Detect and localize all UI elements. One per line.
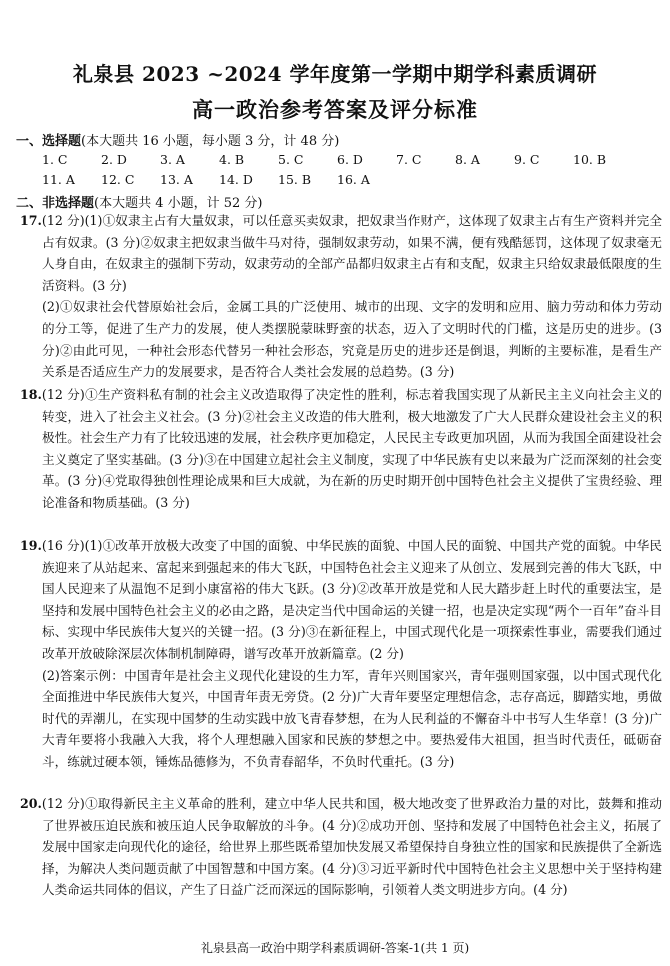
section-2-note: (本大题共 4 小题，计 52 分) — [94, 196, 263, 211]
section-1-heading — [16, 130, 339, 149]
answer-item: 7. C — [396, 152, 422, 167]
question-number: 19. — [20, 538, 42, 553]
answer-item: 1. C — [42, 152, 68, 167]
document-title: 高一政治参考答案及评分标准 — [192, 97, 478, 122]
section-1-note: (本大题共 16 小题，每小题 3 分，计 48 分) — [81, 134, 340, 149]
answer-item: 14. D — [219, 172, 253, 187]
answer-item: 15. B — [278, 172, 312, 187]
question-17-part-1: (12 分)(1)①奴隶主占有大量奴隶，可以任意买卖奴隶，把奴隶当作财产，这体现了奴隶主占有生产资料并完全占有奴隶。(3 分)②奴隶主把奴隶当做牛马对待，强制奴隶劳动，如果不满，便有残酷惩罚，这体现了奴隶毫无人身自由，在奴隶主的强制下劳动，奴隶劳动的全部产品都归奴隶主占有和支配，奴隶主只给奴隶最低限度的生活资料。(3 分) — [41, 213, 662, 293]
section-2-heading — [16, 192, 263, 211]
section-1-label: 一、选择题 — [16, 134, 82, 149]
section-2-label: 二、非选择题 — [16, 196, 95, 211]
question-19 — [20, 535, 662, 773]
question-number: 20. — [20, 796, 42, 811]
answer-item: 6. D — [337, 152, 363, 167]
answer-item: 2. D — [101, 152, 127, 167]
answer-item: 8. A — [455, 152, 480, 167]
question-20-answer: (12 分)①取得新民主主义革命的胜利，建立中华人民共和国，极大地改变了世界政治力量的对比，鼓舞和推动了世界被压迫民族和被压迫人民争取解放的斗争。(4 分)②成功开创、坚持和发展了中国特色社会主义，拓展了发展中国家走向现代化的途径，给世界上那些既希望加快发展又希望保持自身独立性的国家和民族提供了全新选择，为解决人类问题贡献了中国智慧和中国方案。(4 分)③习近平新时代中国特色社会主义思想中关于坚持构建人类命运共同体的倡议，产生了日益广泛而深远的国际影响，引领着人类文明进步方向。(4 分) — [41, 796, 662, 898]
question-number: 18. — [20, 387, 42, 402]
exam-title: 礼泉县 2023 ~2024 学年度第一学期中期学科素质调研 — [73, 62, 597, 86]
answer-item: 10. B — [573, 152, 607, 167]
answer-item: 16. A — [337, 172, 370, 187]
question-19-part-1: (16 分)(1)①改革开放极大改变了中国的面貌、中华民族的面貌、中国人民的面貌、中国共产党的面貌。中华民族迎来了从站起来、富起来到强起来的伟大飞跃，中国特色社会主义迎来了从创立、发展到完善的伟大飞跃，中国人民迎来了从温饱不足到小康富裕的伟大飞跃。(3 分)②改革开放是党和人民大踏步赶上时代的重要法宝，是坚持和发展中国特色社会主义的必由之路，是决定当代中国命运的关键一招，也是决定实现“两个一百年”奋斗目标、实现中华民族伟大复兴的关键一招。(3 分)③在新征程上，中国式现代化是一项探索性事业，需要我们通过改革开放破除深层次体制机制障碍，谱写改革开放新篇章。(2 分) — [41, 538, 662, 661]
answer-item: 13. A — [160, 172, 193, 187]
question-17-part-2: (2)①奴隶社会代替原始社会后，金属工具的广泛使用、城市的出现、文字的发明和应用、脑力劳动和体力劳动的分工等，促进了生产力的发展，使人类摆脱蒙昧野蛮的状态，迈入了文明时代的门槛，这是历史的进步。(3 分)②由此可见，一种社会形态代替另一种社会形态，究竟是历史的进步还是倒退，判断的主要标准，是看生产关系是否适应生产力的发展要求，是否符合人类社会发展的总趋势。(3 分) — [42, 299, 662, 380]
answer-item: 4. B — [219, 152, 245, 167]
page-footer: 礼泉县高一政治中期学科素质调研-答案-1(共 1 页) — [200, 941, 470, 955]
answer-item: 9. C — [514, 152, 540, 167]
question-19-part-2: (2)答案示例：中国青年是社会主义现代化建设的生力军，青年兴则国家兴，青年强则国家强，以中国式现代化全面推进中华民族伟大复兴，中国青年责无旁贷。(2 分)广大青年要坚定理想信念，志存高远，脚踏实地，勇做时代的弄潮儿，在实现中国梦的生动实践中放飞青春梦想，在为人民利益的不懈奋斗中书写人生华章！(3 分)广大青年要将小我融入大我，将个人理想融入国家和民族的梦想之中。要热爱伟大祖国，担当时代责任，砥砺奋斗，练就过硬本领，锤炼品德修为，不负青春韶华，不负时代重托。(3 分) — [42, 667, 662, 769]
answer-item: 3. A — [160, 152, 185, 167]
answer-item: 11. A — [42, 172, 75, 187]
question-18-answer: (12 分)①生产资料私有制的社会主义改造取得了决定性的胜利，标志着我国实现了从新民主主义向社会主义的转变，进入了社会主义社会。(3 分)②社会主义改造的伟大胜利，极大地激发了广大人民群众建设社会主义的积极性。社会生产力有了比较迅速的发展，社会秩序更加稳定，人民民主专政更加巩固，从而为我国全面建设社会主义奠定了坚实基础。(3 分)③在中国建立起社会主义制度，实现了中华民族有史以来最为广泛而深刻的社会变革。(3 分)④党取得独创性理论成果和巨大成就，为在新的历史时期开创中国特色社会主义提供了宝贵经验、理论准备和物质基础。(3 分) — [41, 387, 662, 510]
question-number: 17. — [20, 213, 42, 228]
answer-item: 12. C — [101, 172, 135, 187]
question-18 — [20, 384, 662, 514]
question-20 — [20, 793, 662, 901]
question-17 — [20, 210, 662, 383]
answer-item: 5. C — [278, 152, 304, 167]
answers-row-2 — [42, 172, 396, 187]
answers-row-1 — [42, 152, 632, 167]
